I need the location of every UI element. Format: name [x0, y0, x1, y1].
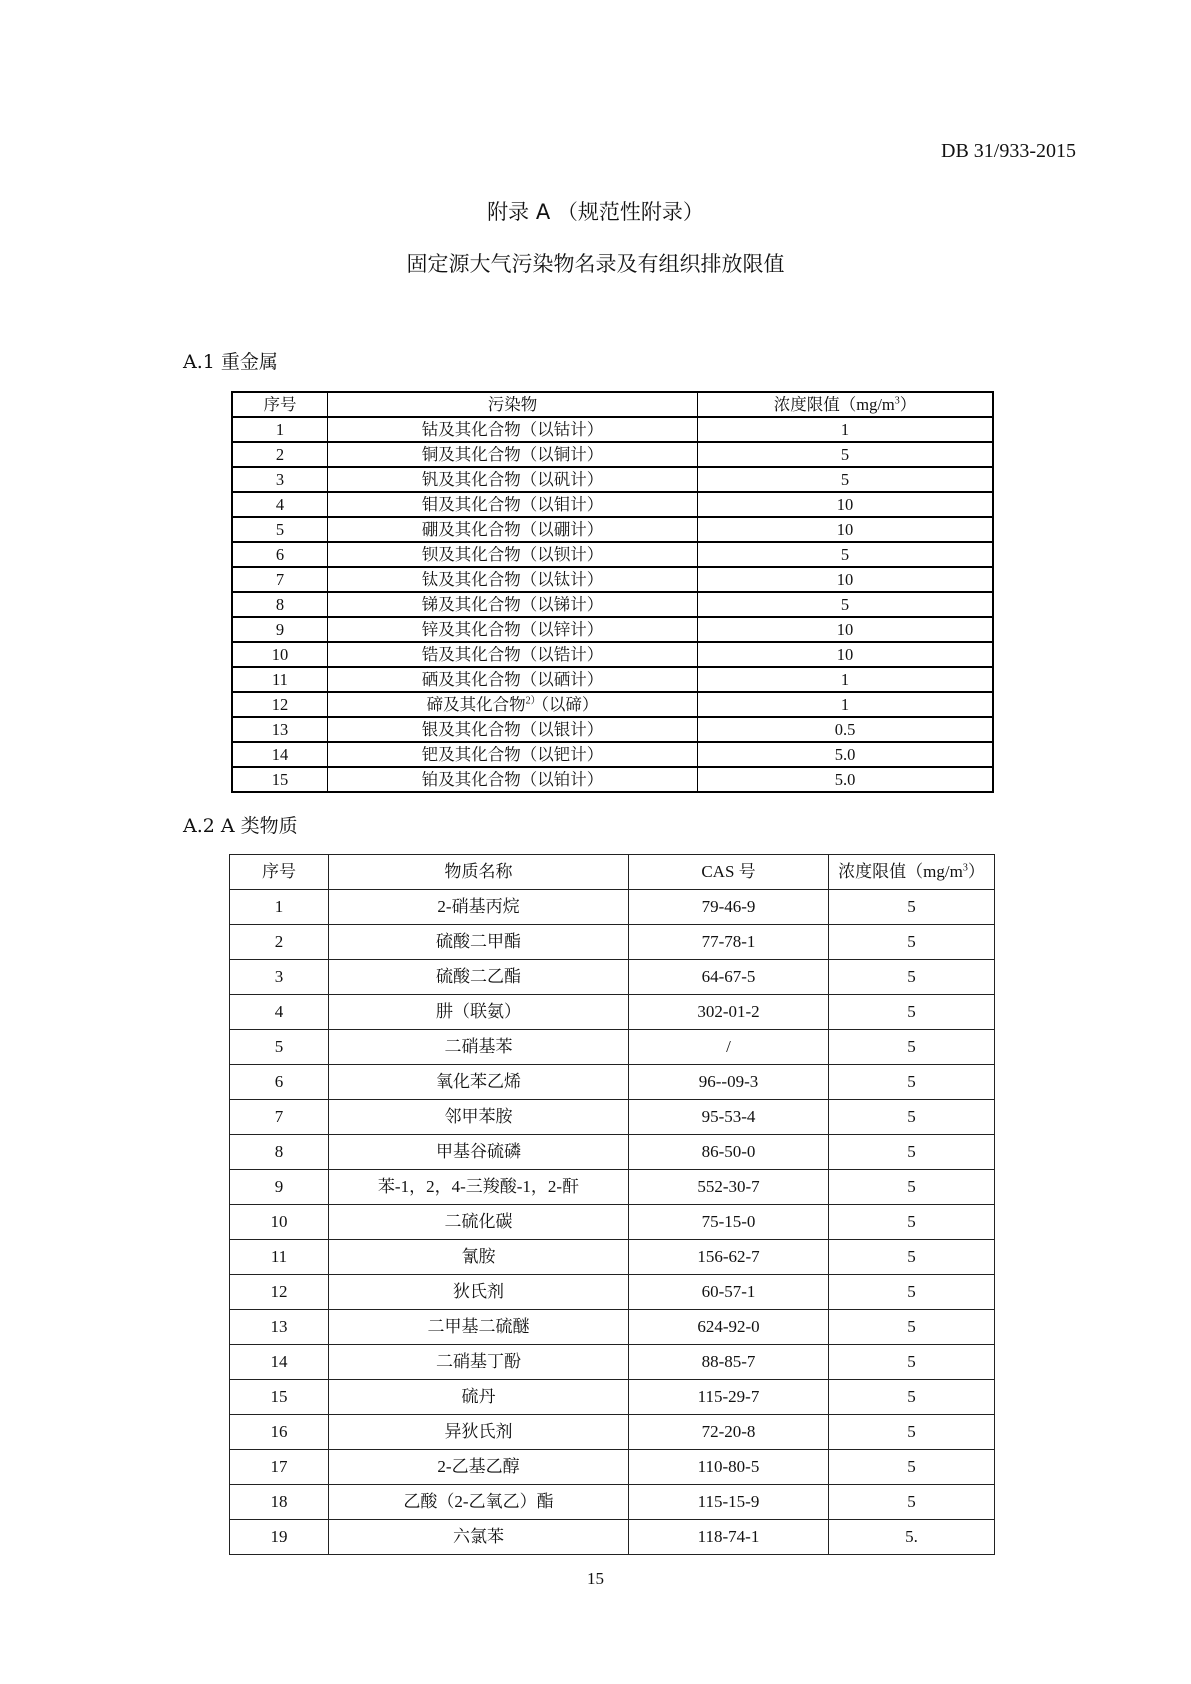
- class-a-substances-table: [229, 854, 995, 1555]
- table-row: [230, 1310, 995, 1345]
- table-row: [230, 1030, 995, 1065]
- cell-index: 17: [230, 1450, 329, 1485]
- cell-index: 8: [232, 592, 328, 617]
- cell-index: 9: [232, 617, 328, 642]
- cell-index: 15: [232, 767, 328, 792]
- cell-name: 氧化苯乙烯: [329, 1065, 629, 1100]
- cell-pollutant: [328, 717, 698, 742]
- cell-name: 硫酸二乙酯: [329, 960, 629, 995]
- cell-limit: 10: [698, 492, 994, 517]
- column-header-limit: [698, 392, 994, 417]
- section-heading-heavy-metals: A.1 重金属: [183, 351, 278, 373]
- cell-cas: 624-92-0: [629, 1310, 829, 1345]
- cell-limit: 5.0: [698, 767, 994, 792]
- cell-name: 苯-1，2，4-三羧酸-1，2-酐: [329, 1170, 629, 1205]
- cell-index: 11: [230, 1240, 329, 1275]
- cell-index: 3: [230, 960, 329, 995]
- column-header-name: 物质名称: [329, 855, 629, 890]
- pollutant-name: 钯及其化合物（以钯计）: [421, 744, 604, 764]
- cell-name: 二硝基苯: [329, 1030, 629, 1065]
- cell-limit: 1: [698, 667, 994, 692]
- cell-index: 6: [232, 542, 328, 567]
- cell-index: 1: [230, 890, 329, 925]
- cell-name: 硫酸二甲酯: [329, 925, 629, 960]
- cell-index: 14: [232, 742, 328, 767]
- table-row: [230, 1205, 995, 1240]
- cell-limit: 5: [829, 1485, 995, 1520]
- table-row: [230, 1170, 995, 1205]
- cell-name: 二硝基丁酚: [329, 1345, 629, 1380]
- page-title: 固定源大气污染物名录及有组织排放限值: [406, 252, 785, 276]
- cell-index: 6: [230, 1065, 329, 1100]
- cell-limit: 5: [829, 1065, 995, 1100]
- cell-index: 14: [230, 1345, 329, 1380]
- cell-pollutant: [328, 467, 698, 492]
- cell-limit: 5.: [829, 1520, 995, 1555]
- cell-name: 二硫化碳: [329, 1205, 629, 1240]
- cell-cas: 115-29-7: [629, 1380, 829, 1415]
- cell-pollutant: [328, 692, 698, 717]
- column-header-pollutant: 污染物: [328, 392, 698, 417]
- table-row: [230, 1485, 995, 1520]
- table-row: [232, 767, 993, 792]
- cell-cas: 552-30-7: [629, 1170, 829, 1205]
- cell-index: 2: [230, 925, 329, 960]
- column-header-cas: CAS 号: [629, 855, 829, 890]
- table-row: [230, 995, 995, 1030]
- pollutant-name: 钼及其化合物（以钼计）: [421, 494, 604, 514]
- cell-index: 7: [230, 1100, 329, 1135]
- cell-index: 2: [232, 442, 328, 467]
- cell-pollutant: [328, 667, 698, 692]
- pollutant-name: 钛及其化合物（以钛计）: [421, 569, 604, 589]
- table-row: [232, 592, 993, 617]
- pollutant-name: 锆及其化合物（以锆计）: [421, 644, 604, 664]
- cell-index: 19: [230, 1520, 329, 1555]
- pollutant-name: 铂及其化合物（以铂计）: [421, 769, 604, 789]
- cell-index: 3: [232, 467, 328, 492]
- cell-name: 氰胺: [329, 1240, 629, 1275]
- cell-cas: 79-46-9: [629, 890, 829, 925]
- cell-index: 13: [232, 717, 328, 742]
- cell-limit: 5: [829, 1275, 995, 1310]
- table-row: [232, 467, 993, 492]
- pollutant-name: 银及其化合物（以银计）: [421, 719, 604, 739]
- table-row: [230, 1240, 995, 1275]
- table-row: [230, 1520, 995, 1555]
- cell-limit: 5: [829, 890, 995, 925]
- cell-limit: 5: [829, 1450, 995, 1485]
- pollutant-name: 铜及其化合物（以铜计）: [421, 444, 604, 464]
- table-row: [232, 492, 993, 517]
- cell-index: 5: [232, 517, 328, 542]
- cell-index: 11: [232, 667, 328, 692]
- cell-name: 异狄氏剂: [329, 1415, 629, 1450]
- cell-cas: /: [629, 1030, 829, 1065]
- cell-index: 7: [232, 567, 328, 592]
- pollutant-name: 钡及其化合物（以钡计）: [421, 544, 604, 564]
- cell-limit: 1: [698, 417, 994, 442]
- pollutant-name: 锌及其化合物（以锌计）: [421, 619, 604, 639]
- cell-cas: 75-15-0: [629, 1205, 829, 1240]
- cell-cas: 60-57-1: [629, 1275, 829, 1310]
- table-row: [230, 1345, 995, 1380]
- table-header-row: [232, 392, 993, 417]
- cell-index: 15: [230, 1380, 329, 1415]
- cell-cas: 118-74-1: [629, 1520, 829, 1555]
- cell-name: 邻甲苯胺: [329, 1100, 629, 1135]
- cell-pollutant: [328, 742, 698, 767]
- limit-header-close: ）: [899, 394, 917, 414]
- cell-index: 10: [232, 642, 328, 667]
- cell-name: 乙酸（2-乙氧乙）酯: [329, 1485, 629, 1520]
- cell-index: 5: [230, 1030, 329, 1065]
- pollutant-name-tail: （以碲）: [540, 694, 599, 714]
- pollutant-name: 锑及其化合物（以锑计）: [421, 594, 604, 614]
- limit-header-text: 浓度限值（mg/m: [773, 394, 895, 414]
- cell-pollutant: [328, 517, 698, 542]
- cell-pollutant: [328, 642, 698, 667]
- cell-limit: 5: [829, 1100, 995, 1135]
- cell-cas: 88-85-7: [629, 1345, 829, 1380]
- limit-header-sup: 3: [962, 862, 968, 874]
- cell-index: 13: [230, 1310, 329, 1345]
- cell-limit: 5: [829, 1415, 995, 1450]
- pollutant-name: 钴及其化合物（以钴计）: [421, 419, 604, 439]
- cell-limit: 5: [698, 442, 994, 467]
- cell-limit: 10: [698, 642, 994, 667]
- cell-cas: 110-80-5: [629, 1450, 829, 1485]
- cell-limit: 5: [829, 1030, 995, 1065]
- table-row: [230, 1275, 995, 1310]
- table-row: [230, 1380, 995, 1415]
- cell-limit: 0.5: [698, 717, 994, 742]
- cell-name: 2-硝基丙烷: [329, 890, 629, 925]
- cell-limit: 5: [698, 592, 994, 617]
- cell-limit: 5.0: [698, 742, 994, 767]
- cell-cas: 72-20-8: [629, 1415, 829, 1450]
- table-row: [230, 960, 995, 995]
- cell-limit: 1: [698, 692, 994, 717]
- cell-name: 甲基谷硫磷: [329, 1135, 629, 1170]
- cell-cas: 77-78-1: [629, 925, 829, 960]
- table-row: [232, 417, 993, 442]
- column-header-index: 序号: [230, 855, 329, 890]
- cell-limit: 5: [829, 995, 995, 1030]
- cell-index: 12: [230, 1275, 329, 1310]
- section-heading-class-a: A.2 A 类物质: [183, 815, 298, 837]
- cell-limit: 5: [829, 925, 995, 960]
- cell-index: 12: [232, 692, 328, 717]
- pollutant-name: 硼及其化合物（以硼计）: [421, 519, 604, 539]
- cell-pollutant: [328, 617, 698, 642]
- cell-cas: 96--09-3: [629, 1065, 829, 1100]
- footnote-marker: 2）: [525, 695, 541, 706]
- pollutant-name: 碲及其化合物: [426, 694, 526, 714]
- cell-index: 8: [230, 1135, 329, 1170]
- cell-index: 10: [230, 1205, 329, 1240]
- cell-limit: 5: [698, 467, 994, 492]
- cell-limit: 10: [698, 617, 994, 642]
- cell-limit: 5: [829, 1345, 995, 1380]
- cell-limit: 5: [829, 1240, 995, 1275]
- table-row: [232, 642, 993, 667]
- cell-cas: 64-67-5: [629, 960, 829, 995]
- cell-limit: 5: [829, 1135, 995, 1170]
- cell-pollutant: [328, 492, 698, 517]
- table-row: [232, 442, 993, 467]
- table-row: [230, 1415, 995, 1450]
- cell-name: 2-乙基乙醇: [329, 1450, 629, 1485]
- table-row: [232, 667, 993, 692]
- cell-pollutant: [328, 767, 698, 792]
- table-row: [232, 717, 993, 742]
- table-row: [230, 1135, 995, 1170]
- cell-name: 硫丹: [329, 1380, 629, 1415]
- cell-pollutant: [328, 542, 698, 567]
- table-header-row: [230, 855, 995, 890]
- cell-limit: 5: [829, 1380, 995, 1415]
- cell-limit: 10: [698, 517, 994, 542]
- table-row: [230, 1065, 995, 1100]
- table-row: [232, 517, 993, 542]
- cell-limit: 5: [829, 1310, 995, 1345]
- table-row: [232, 742, 993, 767]
- table-row: [232, 617, 993, 642]
- cell-index: 4: [230, 995, 329, 1030]
- limit-header-sup: 3: [894, 395, 900, 406]
- cell-cas: 95-53-4: [629, 1100, 829, 1135]
- cell-pollutant: [328, 567, 698, 592]
- cell-index: 4: [232, 492, 328, 517]
- limit-header-text: 浓度限值（mg/m: [838, 862, 963, 881]
- pollutant-name: 钒及其化合物（以矾计）: [421, 469, 604, 489]
- cell-index: 1: [232, 417, 328, 442]
- cell-cas: 302-01-2: [629, 995, 829, 1030]
- limit-header-close: ）: [967, 862, 985, 881]
- cell-pollutant: [328, 592, 698, 617]
- cell-limit: 5: [829, 1205, 995, 1240]
- heavy-metals-table: [231, 391, 994, 793]
- table-row: [230, 925, 995, 960]
- page-number: 15: [587, 1569, 604, 1588]
- cell-limit: 10: [698, 567, 994, 592]
- cell-index: 16: [230, 1415, 329, 1450]
- table-row: [230, 1450, 995, 1485]
- cell-name: 六氯苯: [329, 1520, 629, 1555]
- table-row: [232, 567, 993, 592]
- cell-cas: 86-50-0: [629, 1135, 829, 1170]
- cell-cas: 156-62-7: [629, 1240, 829, 1275]
- cell-limit: 5: [829, 1170, 995, 1205]
- document-code: DB 31/933-2015: [941, 140, 1076, 162]
- table-row: [230, 890, 995, 925]
- table-row: [232, 542, 993, 567]
- cell-cas: 115-15-9: [629, 1485, 829, 1520]
- cell-index: 9: [230, 1170, 329, 1205]
- cell-name: 肼（联氨）: [329, 995, 629, 1030]
- cell-limit: 5: [698, 542, 994, 567]
- cell-limit: 5: [829, 960, 995, 995]
- cell-name: 二甲基二硫醚: [329, 1310, 629, 1345]
- cell-pollutant: [328, 417, 698, 442]
- cell-name: 狄氏剂: [329, 1275, 629, 1310]
- appendix-title: 附录 A （规范性附录）: [487, 200, 704, 224]
- table-row: [232, 692, 993, 717]
- cell-index: 18: [230, 1485, 329, 1520]
- column-header-index: 序号: [232, 392, 328, 417]
- pollutant-name: 硒及其化合物（以硒计）: [421, 669, 604, 689]
- cell-pollutant: [328, 442, 698, 467]
- table-row: [230, 1100, 995, 1135]
- column-header-limit: [829, 855, 995, 890]
